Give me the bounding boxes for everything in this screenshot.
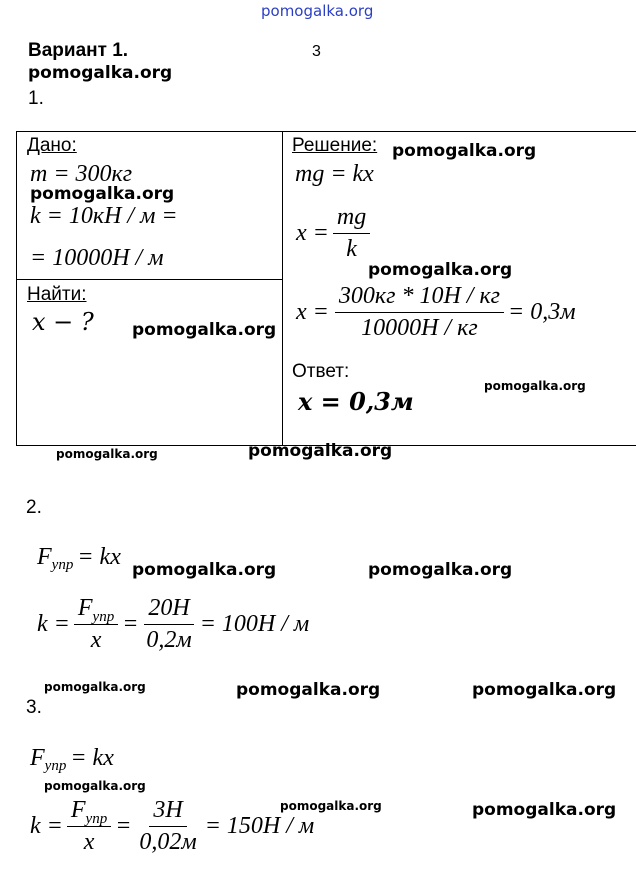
watermark: pomogalka.org bbox=[30, 184, 175, 204]
answer-label: Ответ: bbox=[292, 361, 350, 382]
solution-eq3 bbox=[296, 283, 576, 342]
watermark: pomogalka.org bbox=[368, 260, 513, 280]
force-symbol: F bbox=[37, 544, 52, 570]
fraction-values bbox=[135, 797, 200, 856]
force-subscript: упр bbox=[51, 557, 74, 573]
eq-rhs: = 150Н / м bbox=[204, 813, 315, 839]
eq-rhs: = 100Н / м bbox=[199, 611, 310, 637]
task3-eq2 bbox=[30, 797, 314, 856]
solution-eq1: mg = kx bbox=[295, 161, 374, 187]
solution-label: Решение: bbox=[292, 135, 378, 156]
table-border-left bbox=[16, 131, 17, 446]
task1-number: 1. bbox=[28, 88, 44, 109]
watermark: pomogalka.org bbox=[368, 560, 513, 580]
watermark: pomogalka.org bbox=[132, 320, 277, 340]
eq-rhs: = kx bbox=[70, 745, 114, 771]
table-divider-horizontal bbox=[16, 279, 283, 280]
numerator bbox=[74, 595, 118, 625]
watermark: pomogalka.org bbox=[28, 63, 173, 83]
force-symbol: F bbox=[77, 595, 93, 621]
page-number: 3 bbox=[312, 43, 321, 60]
force-subscript: упр bbox=[92, 609, 115, 625]
eq-lhs: k = bbox=[30, 813, 63, 839]
numerator: mg bbox=[333, 204, 370, 234]
task3-number: 3. bbox=[26, 697, 42, 718]
denominator: k bbox=[346, 236, 357, 262]
denominator: x bbox=[83, 829, 95, 855]
numerator: 20Н bbox=[144, 595, 193, 625]
force-subscript: упр bbox=[44, 758, 67, 774]
watermark: pomogalka.org bbox=[56, 447, 158, 461]
eq-rhs: = 0,3м bbox=[508, 299, 576, 325]
table-border-top bbox=[16, 131, 636, 132]
fraction bbox=[333, 204, 370, 263]
find-value: x − ? bbox=[32, 308, 94, 336]
eq-lhs: x = bbox=[296, 220, 329, 246]
task2-eq1 bbox=[37, 544, 121, 571]
denominator: 0,02м bbox=[139, 829, 197, 855]
eq-lhs: k = bbox=[37, 611, 70, 637]
numerator: 3Н bbox=[149, 797, 186, 827]
given-label: Дано: bbox=[27, 135, 77, 156]
fraction bbox=[74, 595, 118, 654]
numerator: 300кг * 10Н / кг bbox=[335, 283, 504, 313]
watermark: pomogalka.org bbox=[132, 560, 277, 580]
eq-rhs: = kx bbox=[77, 544, 121, 570]
table-divider-vertical bbox=[282, 131, 283, 446]
fraction-values bbox=[142, 595, 195, 654]
watermark: pomogalka.org bbox=[484, 379, 586, 393]
watermark: pomogalka.org bbox=[472, 800, 617, 820]
watermark: pomogalka.org bbox=[236, 680, 381, 700]
watermark: pomogalka.org bbox=[44, 779, 146, 793]
find-label: Найти: bbox=[27, 284, 87, 305]
fraction bbox=[335, 283, 504, 342]
watermark-top: pomogalka.org bbox=[261, 2, 374, 20]
given-stiffness-converted: = 10000Н / м bbox=[30, 245, 164, 271]
answer-value: x = 0,3м bbox=[298, 387, 414, 416]
denominator: 0,2м bbox=[146, 627, 192, 653]
task2-number: 2. bbox=[26, 497, 42, 518]
denominator: x bbox=[90, 627, 102, 653]
watermark: pomogalka.org bbox=[248, 441, 393, 461]
given-mass: m = 300кг bbox=[30, 161, 133, 187]
given-stiffness: k = 10кН / м = bbox=[30, 203, 178, 229]
denominator: 10000Н / кг bbox=[361, 315, 478, 341]
force-symbol: F bbox=[30, 745, 45, 771]
solution-eq2 bbox=[296, 204, 370, 263]
watermark: pomogalka.org bbox=[392, 141, 537, 161]
eq-lhs: x = bbox=[296, 299, 329, 325]
force-subscript: упр bbox=[85, 811, 108, 827]
numerator bbox=[67, 797, 111, 827]
force-symbol: F bbox=[70, 797, 86, 823]
eq-mid: = bbox=[115, 813, 132, 839]
fraction bbox=[67, 797, 111, 856]
page-title: Вариант 1. bbox=[28, 40, 129, 61]
eq-mid: = bbox=[122, 611, 139, 637]
task3-eq1 bbox=[30, 745, 114, 772]
watermark: pomogalka.org bbox=[280, 799, 382, 813]
watermark: pomogalka.org bbox=[472, 680, 617, 700]
task2-eq2 bbox=[37, 595, 309, 654]
watermark: pomogalka.org bbox=[44, 680, 146, 694]
